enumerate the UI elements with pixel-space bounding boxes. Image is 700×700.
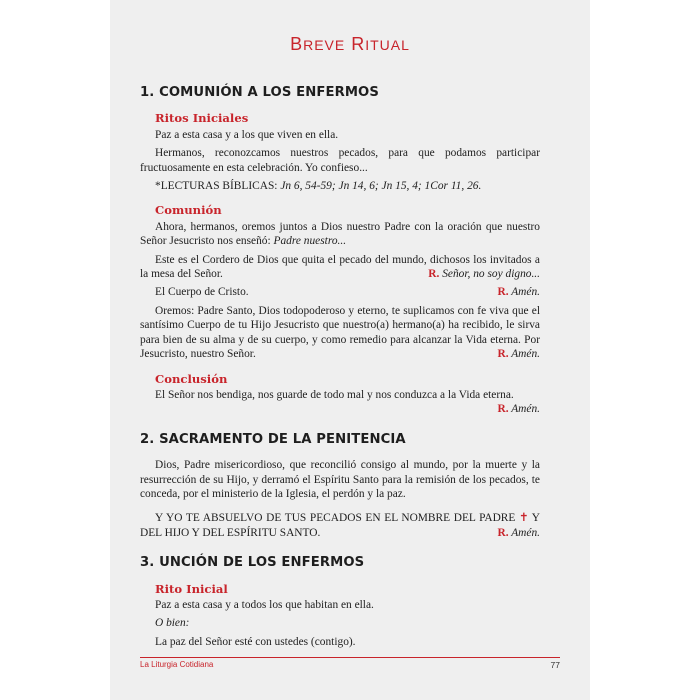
comunion-paragraph-4: Oremos: Padre Santo, Dios todopoderoso y eterno, te suplicamos con fe viva que el santísimo Cuerpo de tu Hijo Jesucristo que nuestro(a) hermano(a) ha recibido, le sirva para bien de su alma y de su cuerpo, y como remedio para alcanzar la Vida eterna. Por Jesucristo, nuestro Señor. R. Amén. <box>140 304 540 361</box>
comunion-paragraph-1: Ahora, hermanos, oremos juntos a Dios nuestro Padre con la oración que nuestro Señor Jesucristo nos enseñó: Padre nuestro... <box>140 220 540 248</box>
page-content <box>140 86 540 653</box>
comunion-paragraph-2: Este es el Cordero de Dios que quita el pecado del mundo, dichosos los invitados a la mesa del Señor. R. Señor, no soy digno... <box>140 253 540 281</box>
rito-inicial-label: Rito Inicial <box>155 581 228 596</box>
response: R. Amén. <box>497 348 540 361</box>
page-title: BREVE RITUAL <box>290 34 410 54</box>
section2-heading: 2. SACRAMENTO DE LA PENITENCIA <box>140 431 406 447</box>
document-page <box>110 0 590 700</box>
comunion-label: Comunión <box>155 203 222 218</box>
response: R. Amén. <box>497 286 540 299</box>
conclusion-label: Conclusión <box>155 371 228 386</box>
response: R. Amén. <box>497 403 540 416</box>
page-footer <box>140 657 560 670</box>
page-number: 77 <box>550 660 560 670</box>
cross-icon: ✝ <box>519 512 529 525</box>
uncion-paragraph-1: Paz a esta casa y a todos los que habitan en ella. <box>155 598 374 611</box>
comunion-paragraph-3: El Cuerpo de Cristo. R. Amén. <box>155 286 540 299</box>
absolution-paragraph: Y YO TE ABSUELVO DE TUS PECADOS EN EL NOMBRE DEL PADRE ✝ Y DEL HIJO Y DEL ESPÍRITU SANTO. R. Amén. <box>140 512 540 539</box>
ritos-iniciales-label: Ritos Iniciales <box>155 111 249 126</box>
lecturas-paragraph: *LECTURAS BÍBLICAS: Jn 6, 54-59; Jn 14, 6; Jn 15, 4; 1Cor 11, 26. <box>155 180 482 193</box>
section1-heading: 1. COMUNIÓN A LOS ENFERMOS <box>140 85 379 100</box>
section3-heading: 3. UNCIÓN DE LOS ENFERMOS <box>140 555 365 571</box>
uncion-paragraph-3: La paz del Señor esté con ustedes (contigo). <box>155 635 356 648</box>
ritos-paragraph-2: Hermanos, reconozcamos nuestros pecados, para que podamos participar fructuosamente en esta celebración. Yo confieso... <box>140 147 540 174</box>
conclusion-paragraph: El Señor nos bendiga, nos guarde de todo mal y nos conduzca a la Vida eterna. R. Amén. <box>155 388 540 416</box>
response: R. Amén. <box>497 526 540 539</box>
penitencia-paragraph-1: Dios, Padre misericordioso, que reconcilió consigo al mundo, por la muerte y la resurrección de su Hijo, y derramó el Espíritu Santo para la remisión de los pecados, te conceda, por el ministerio de la Iglesia, el perdón y la paz. <box>140 459 540 500</box>
uncion-paragraph-2: O bien: <box>155 617 190 630</box>
response: R. Señor, no soy digno... <box>428 268 540 281</box>
publication-name: La Liturgia Cotidiana <box>140 660 214 669</box>
ritos-paragraph-1: Paz a esta casa y a los que viven en ella. <box>155 128 339 141</box>
